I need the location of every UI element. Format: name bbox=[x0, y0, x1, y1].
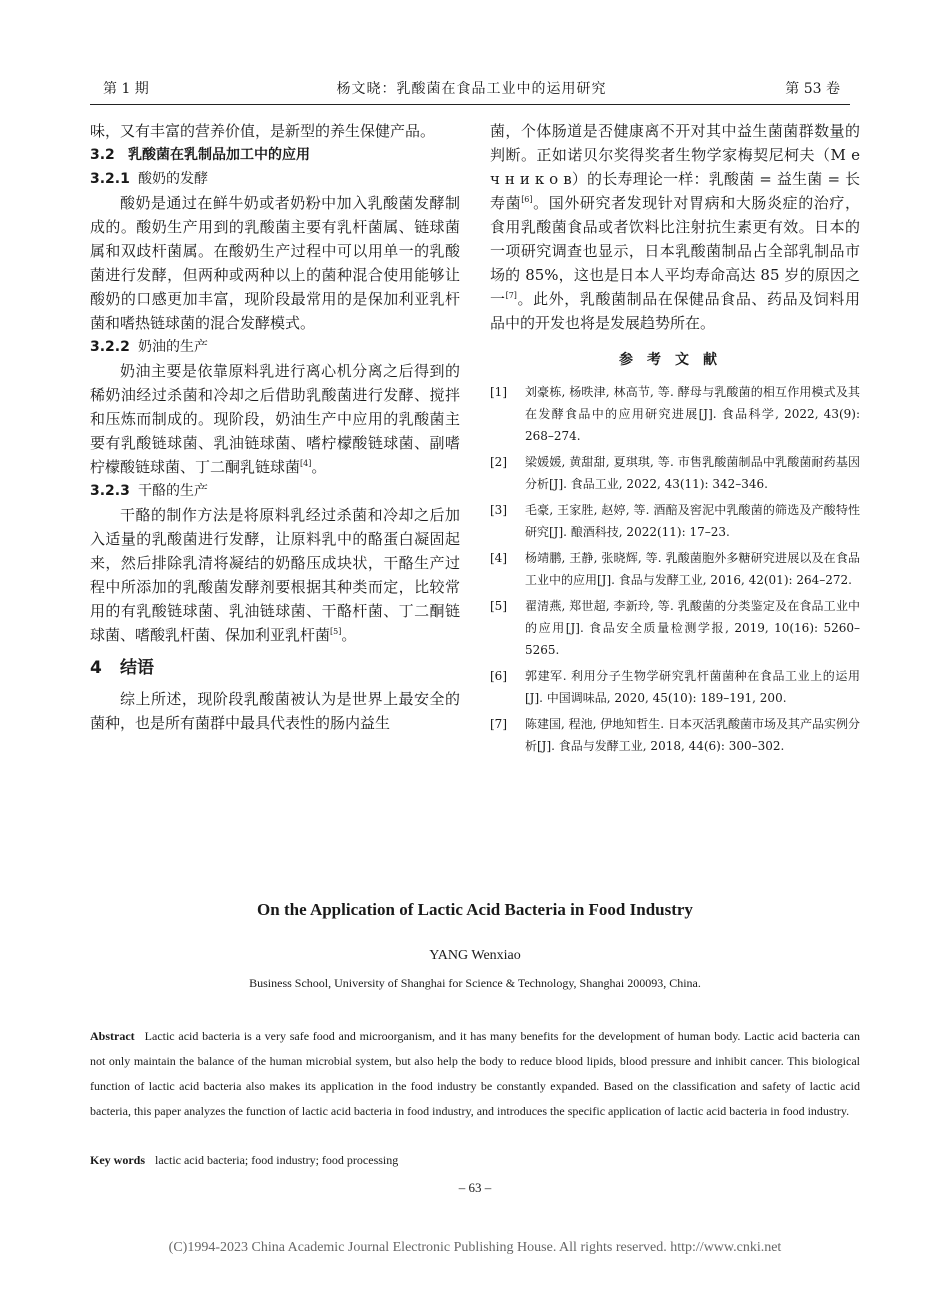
keywords-text: lactic acid bacteria; food industry; food processing bbox=[155, 1153, 399, 1167]
reference-list bbox=[490, 381, 860, 757]
section-title: 奶油的生产 bbox=[138, 339, 208, 355]
paragraph-text: 。 bbox=[341, 626, 357, 644]
section-number: 3.2.1 bbox=[90, 171, 130, 187]
reference-item bbox=[490, 713, 860, 757]
citation-7[interactable]: [7] bbox=[505, 291, 517, 300]
english-abstract bbox=[90, 1024, 860, 1124]
page-number: – 63 – bbox=[458, 1180, 492, 1195]
volume-label: 第 53 卷 bbox=[785, 81, 840, 97]
section-number: 3.2 bbox=[90, 147, 115, 163]
abstract-text: Lactic acid bacteria is a very safe food and microorganism, and it has many benefits for the development of human body. Lactic acid bacteria can not only maintain the balance of the human microbial system, but also help the body to reduce blood lipids, blood pressure and inhibit cancer. This biological function of lactic acid bacteria also makes its application in the food industry be constantly expanded. Based on the classification and safety of lactic acid bacteria, this paper analyzes the function of lactic acid bacteria in food industry, and introduces the specific application of lactic acid bacteria in food industry. bbox=[90, 1029, 860, 1118]
left-column bbox=[90, 119, 460, 735]
section-number: 3.2.3 bbox=[90, 483, 130, 499]
section-number: 3.2.2 bbox=[90, 339, 130, 355]
paragraph-text: 。此外，乳酸菌制品在保健品食品、药品及饲料用品中的开发也将是发展趋势所在。 bbox=[490, 290, 860, 332]
reference-number: [7] bbox=[490, 717, 507, 731]
right-column bbox=[490, 119, 860, 761]
reference-text: 毛豪, 王家胜, 赵婷, 等. 酒醅及窖泥中乳酸菌的筛选及产酸特性研究[J]. 酿酒科技, 2022(11): 17–23. bbox=[525, 503, 860, 539]
reference-number: [5] bbox=[490, 599, 507, 613]
abstract-label: Abstract bbox=[90, 1029, 135, 1043]
reference-item bbox=[490, 595, 860, 661]
reference-text: 郭建军. 利用分子生物学研究乳杆菌菌种在食品工业上的运用[J]. 中国调味品, 2020, 45(10): 189–191, 200. bbox=[525, 669, 860, 705]
reference-item bbox=[490, 451, 860, 495]
section-3-2-2-heading bbox=[90, 335, 460, 359]
reference-item bbox=[490, 499, 860, 543]
reference-number: [1] bbox=[490, 385, 507, 399]
section-title: 乳酸菌在乳制品加工中的应用 bbox=[128, 147, 310, 163]
paragraph-yogurt: 酸奶是通过在鲜牛奶或者奶粉中加入乳酸菌发酵制成的。酸奶生产用到的乳酸菌主要有乳杆菌属、链球菌属和双歧杆菌属。在酸奶生产过程中可以用单一的乳酸菌进行发酵，但两种或两种以上的菌种混合使用能够让酸奶的口感更加丰富，现阶段最常用的是保加利亚乳杆菌和嗜热链球菌的混合发酵模式。 bbox=[90, 194, 460, 332]
section-3-2-1-heading bbox=[90, 167, 460, 191]
reference-item bbox=[490, 665, 860, 709]
citation-5[interactable]: [5] bbox=[330, 627, 342, 636]
reference-text: 翟清燕, 郑世超, 李新玲, 等. 乳酸菌的分类鉴定及在食品工业中的应用[J]. 食品安全质量检测学报, 2019, 10(16): 5260–5265. bbox=[525, 599, 860, 657]
reference-text: 梁媛媛, 黄甜甜, 夏琪琪, 等. 市售乳酸菌制品中乳酸菌耐药基因分析[J]. 食品工业, 2022, 43(11): 342–346. bbox=[525, 455, 860, 491]
english-title: On the Application of Lactic Acid Bacteria in Food Industry bbox=[257, 900, 693, 919]
citation-4[interactable]: [4] bbox=[300, 459, 312, 468]
citation-6[interactable]: [6] bbox=[521, 195, 533, 204]
paragraph-cheese bbox=[90, 503, 460, 647]
paragraph-intro: 味，又有丰富的营养价值，是新型的养生保健产品。 bbox=[90, 122, 436, 140]
copyright-footer: (C)1994-2023 China Academic Journal Electronic Publishing House. All rights reserved. http://www.cnki.net bbox=[168, 1240, 782, 1255]
paragraph-text: 。 bbox=[311, 458, 327, 476]
reference-text: 陈建国, 程池, 伊地知哲生. 日本灭活乳酸菌市场及其产品实例分析[J]. 食品与发酵工业, 2018, 44(6): 300–302. bbox=[525, 717, 860, 753]
english-affiliation: Business School, University of Shanghai for Science & Technology, Shanghai 200093, China. bbox=[249, 976, 701, 990]
running-header bbox=[103, 78, 840, 100]
reference-item bbox=[490, 381, 860, 447]
reference-number: [6] bbox=[490, 669, 507, 683]
paragraph-conclusion-continued bbox=[490, 119, 860, 335]
english-keywords bbox=[90, 1150, 860, 1170]
reference-text: 杨靖鹏, 王静, 张晓辉, 等. 乳酸菌胞外多糖研究进展以及在食品工业中的应用[J]. 食品与发酵工业, 2016, 42(01): 264–272. bbox=[525, 551, 860, 587]
running-title: 杨文晓：乳酸菌在食品工业中的运用研究 bbox=[336, 81, 607, 97]
paragraph-text: 菌，个体肠道是否健康离不开对其中益生菌菌群数量的判断。正如诺贝尔奖得奖者生物学家梅契尼柯夫（М е ч н и к о в）的长寿理论一样：乳酸菌 = 益生菌 = 长寿菌 bbox=[490, 122, 860, 212]
reference-text: 刘豪栋, 杨昳津, 林高节, 等. 酵母与乳酸菌的相互作用模式及其在发酵食品中的应用研究进展[J]. 食品科学, 2022, 43(9): 268–274. bbox=[525, 385, 860, 443]
reference-item bbox=[490, 547, 860, 591]
section-title: 干酪的生产 bbox=[138, 483, 208, 499]
section-3-2-3-heading bbox=[90, 479, 460, 503]
paragraph-cream bbox=[90, 359, 460, 479]
paragraph-conclusion: 综上所述，现阶段乳酸菌被认为是世界上最安全的菌种，也是所有菌群中最具代表性的肠内益生 bbox=[90, 690, 460, 732]
header-rule bbox=[90, 104, 850, 105]
section-title: 酸奶的发酵 bbox=[138, 171, 208, 187]
section-number: 4 bbox=[90, 658, 102, 678]
references-heading: 参考文献 bbox=[619, 352, 731, 368]
issue-label: 第 1 期 bbox=[103, 81, 149, 97]
section-title: 结语 bbox=[120, 658, 154, 678]
english-author: YANG Wenxiao bbox=[429, 948, 521, 963]
paragraph-text: 干酪的制作方法是将原料乳经过杀菌和冷却之后加入适量的乳酸菌进行发酵，让原料乳中的酪蛋白凝固起来，然后排除乳清将凝结的奶酪压成块状，干酪生产过程中所添加的乳酸菌发酵剂要根据其种类而定，比较常用的有乳酸链球菌、乳油链球菌、干酪杆菌、丁二酮链球菌、嗜酸乳杆菌、保加利亚乳杆菌 bbox=[90, 506, 460, 644]
reference-number: [3] bbox=[490, 503, 507, 517]
reference-number: [4] bbox=[490, 551, 507, 565]
section-4-heading bbox=[90, 653, 460, 683]
reference-number: [2] bbox=[490, 455, 507, 469]
section-3-2-heading bbox=[90, 143, 460, 167]
paragraph-text: 。国外研究者发现针对胃病和大肠炎症的治疗，食用乳酸菌食品或者饮料比注射抗生素更有效。日本的一项研究调查也显示，日本乳酸菌制品占全部乳制品市场的 85%，这也是日本人平均寿命高达 85 岁的原因之一 bbox=[490, 194, 860, 308]
keywords-label: Key words bbox=[90, 1153, 145, 1167]
paragraph-text: 奶油主要是依靠原料乳进行离心机分离之后得到的稀奶油经过杀菌和冷却之后借助乳酸菌进行发酵、搅拌和压炼而制成的。现阶段，奶油生产中应用的乳酸菌主要有乳酸链球菌、乳油链球菌、嗜柠檬酸链球菌、副嗜柠檬酸链球菌、丁二酮乳链球菌 bbox=[90, 362, 460, 476]
